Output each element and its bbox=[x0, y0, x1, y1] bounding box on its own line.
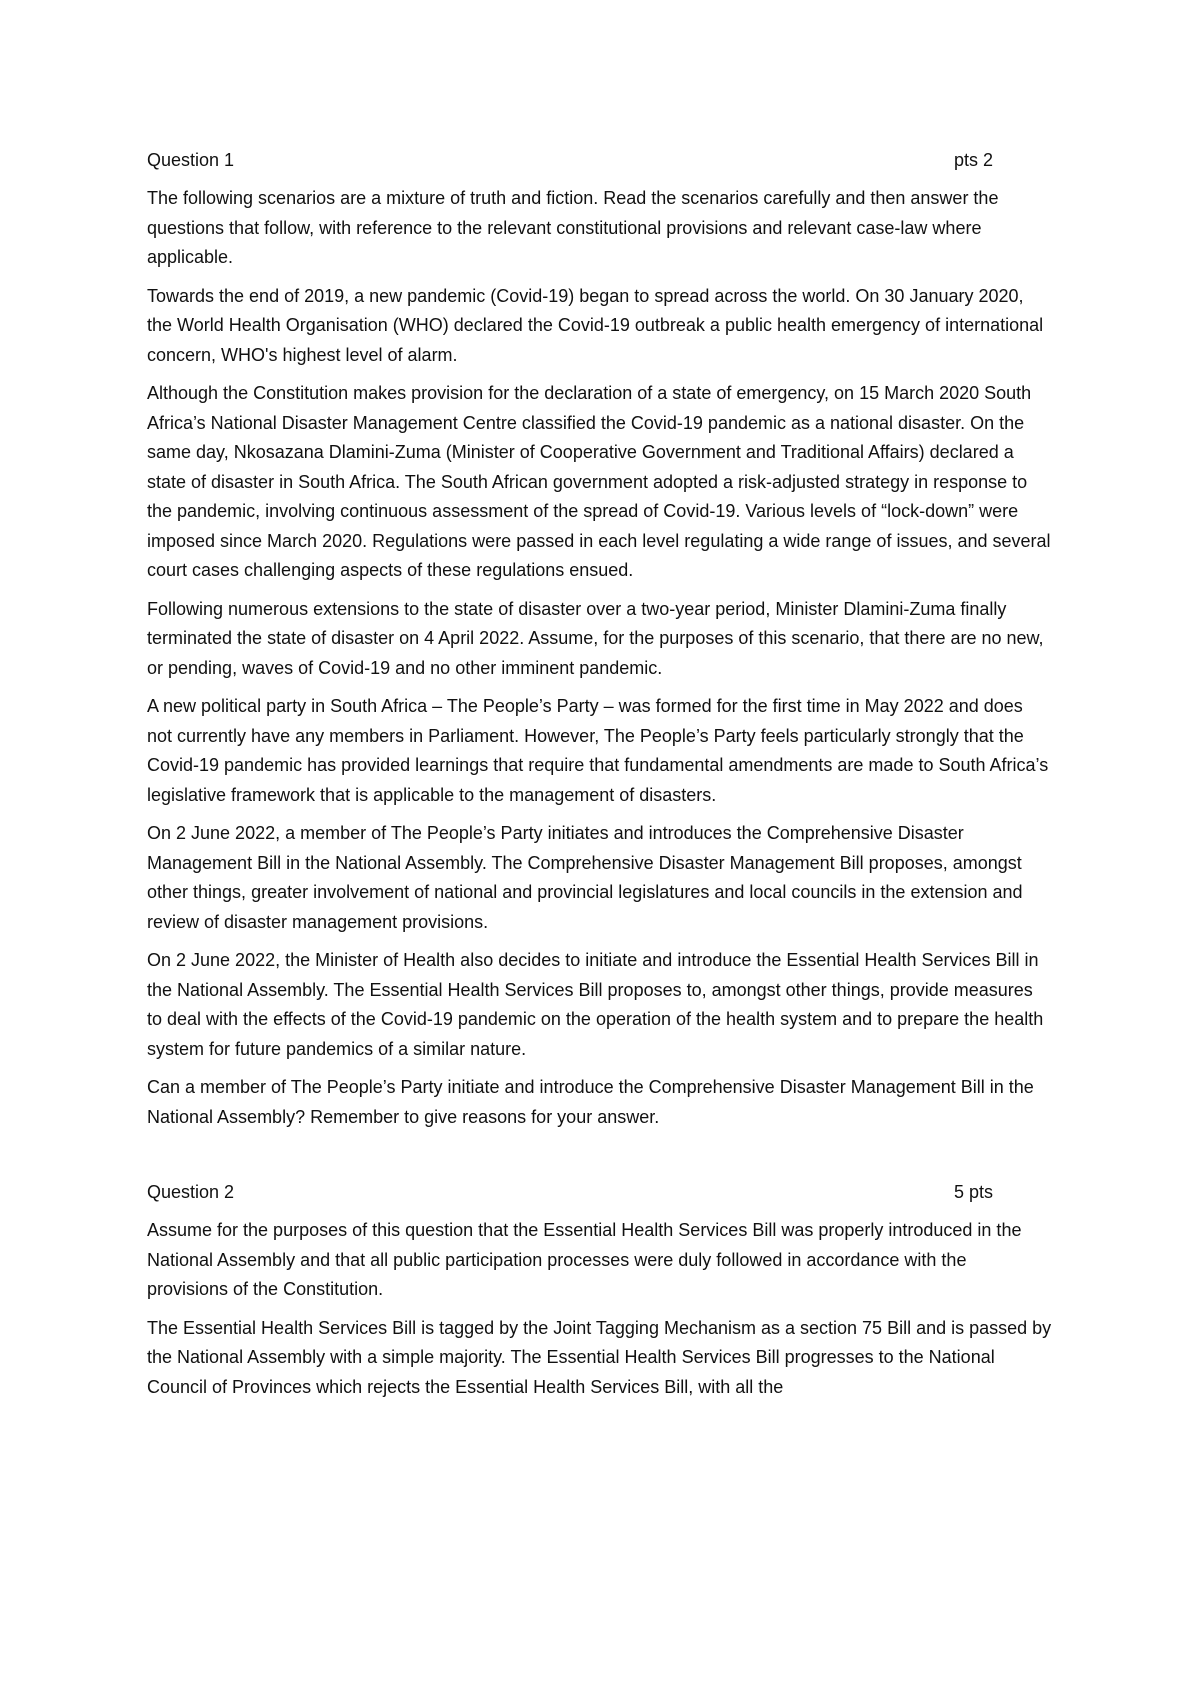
question-1-paragraph: A new political party in South Africa – The People’s Party – was formed for the first time in May 2022 and does not currently have any members in Parliament. However, The People’s Party feels particularly strongly that the Covid-19 pandemic has provided learnings that require that fundamental amendments are made to South Africa’s legislative framework that is applicable to the management of disasters. bbox=[147, 696, 1049, 805]
question-1-paragraph: Following numerous extensions to the state of disaster over a two-year period, Minister Dlamini-Zuma finally terminated the state of disaster on 4 April 2022. Assume, for the purposes of this scenario, that there are no new, or pending, waves of Covid-19 and no other imminent pandemic. bbox=[147, 598, 1044, 678]
question-1-points: pts 2 bbox=[953, 150, 993, 170]
question-2-points: 5 pts bbox=[953, 1182, 993, 1202]
section-spacer bbox=[147, 1141, 1052, 1178]
question-1-label: Question 1 bbox=[147, 150, 235, 170]
question-1-paragraph: On 2 June 2022, a member of The People’s Party initiates and introduces the Comprehensive Disaster Management Bill in the National Assembly. The Comprehensive Disaster Management Bill proposes, amongst other things, greater involvement of national and provincial legislatures and local councils in the extension and review of disaster management provisions. bbox=[147, 823, 1023, 932]
question-2-paragraph: Assume for the purposes of this question that the Essential Health Services Bill was properly introduced in the National Assembly and that all public participation processes were duly followed in accordance with the provisions of the Constitution. bbox=[147, 1220, 1022, 1299]
question-2-label: Question 2 bbox=[147, 1182, 235, 1202]
question-2-heading bbox=[147, 1178, 1052, 1207]
question-2-paragraph: The Essential Health Services Bill is tagged by the Joint Tagging Mechanism as a section 75 Bill and is passed by the National Assembly with a simple majority. The Essential Health Services Bill progresses to the National Council of Provinces which rejects the Essential Health Services Bill, with all the bbox=[147, 1317, 1052, 1397]
document-page bbox=[147, 146, 1052, 1411]
question-1-paragraph: The following scenarios are a mixture of truth and fiction. Read the scenarios carefully and then answer the questions that follow, with reference to the relevant constitutional provisions and relevant case-law where applicable. bbox=[147, 188, 999, 267]
question-1-prompt: Can a member of The People’s Party initiate and introduce the Comprehensive Disaster Management Bill in the National Assembly? Remember to give reasons for your answer. bbox=[147, 1077, 1034, 1127]
question-1-paragraph: On 2 June 2022, the Minister of Health also decides to initiate and introduce the Essential Health Services Bill in the National Assembly. The Essential Health Services Bill proposes to, amongst other things, provide measures to deal with the effects of the Covid-19 pandemic on the operation of the health system and to prepare the health system for future pandemics of a similar nature. bbox=[147, 950, 1044, 1059]
question-1-heading bbox=[147, 146, 1052, 175]
question-1-paragraph: Towards the end of 2019, a new pandemic (Covid-19) began to spread across the world. On 30 January 2020, the World Health Organisation (WHO) declared the Covid-19 outbreak a public health emergency of international concern, WHO's highest level of alarm. bbox=[147, 285, 1044, 365]
question-1-paragraph: Although the Constitution makes provision for the declaration of a state of emergency, on 15 March 2020 South Africa’s National Disaster Management Centre classified the Covid-19 pandemic as a national disaster. On the same day, Nkosazana Dlamini-Zuma (Minister of Cooperative Government and Traditional Affairs) declared a state of disaster in South Africa. The South African government adopted a risk-adjusted strategy in response to the pandemic, involving continuous assessment of the spread of Covid-19. Various levels of “lock-down” were imposed since March 2020. Regulations were passed in each level regulating a wide range of issues, and several court cases challenging aspects of these regulations ensued. bbox=[147, 383, 1051, 580]
